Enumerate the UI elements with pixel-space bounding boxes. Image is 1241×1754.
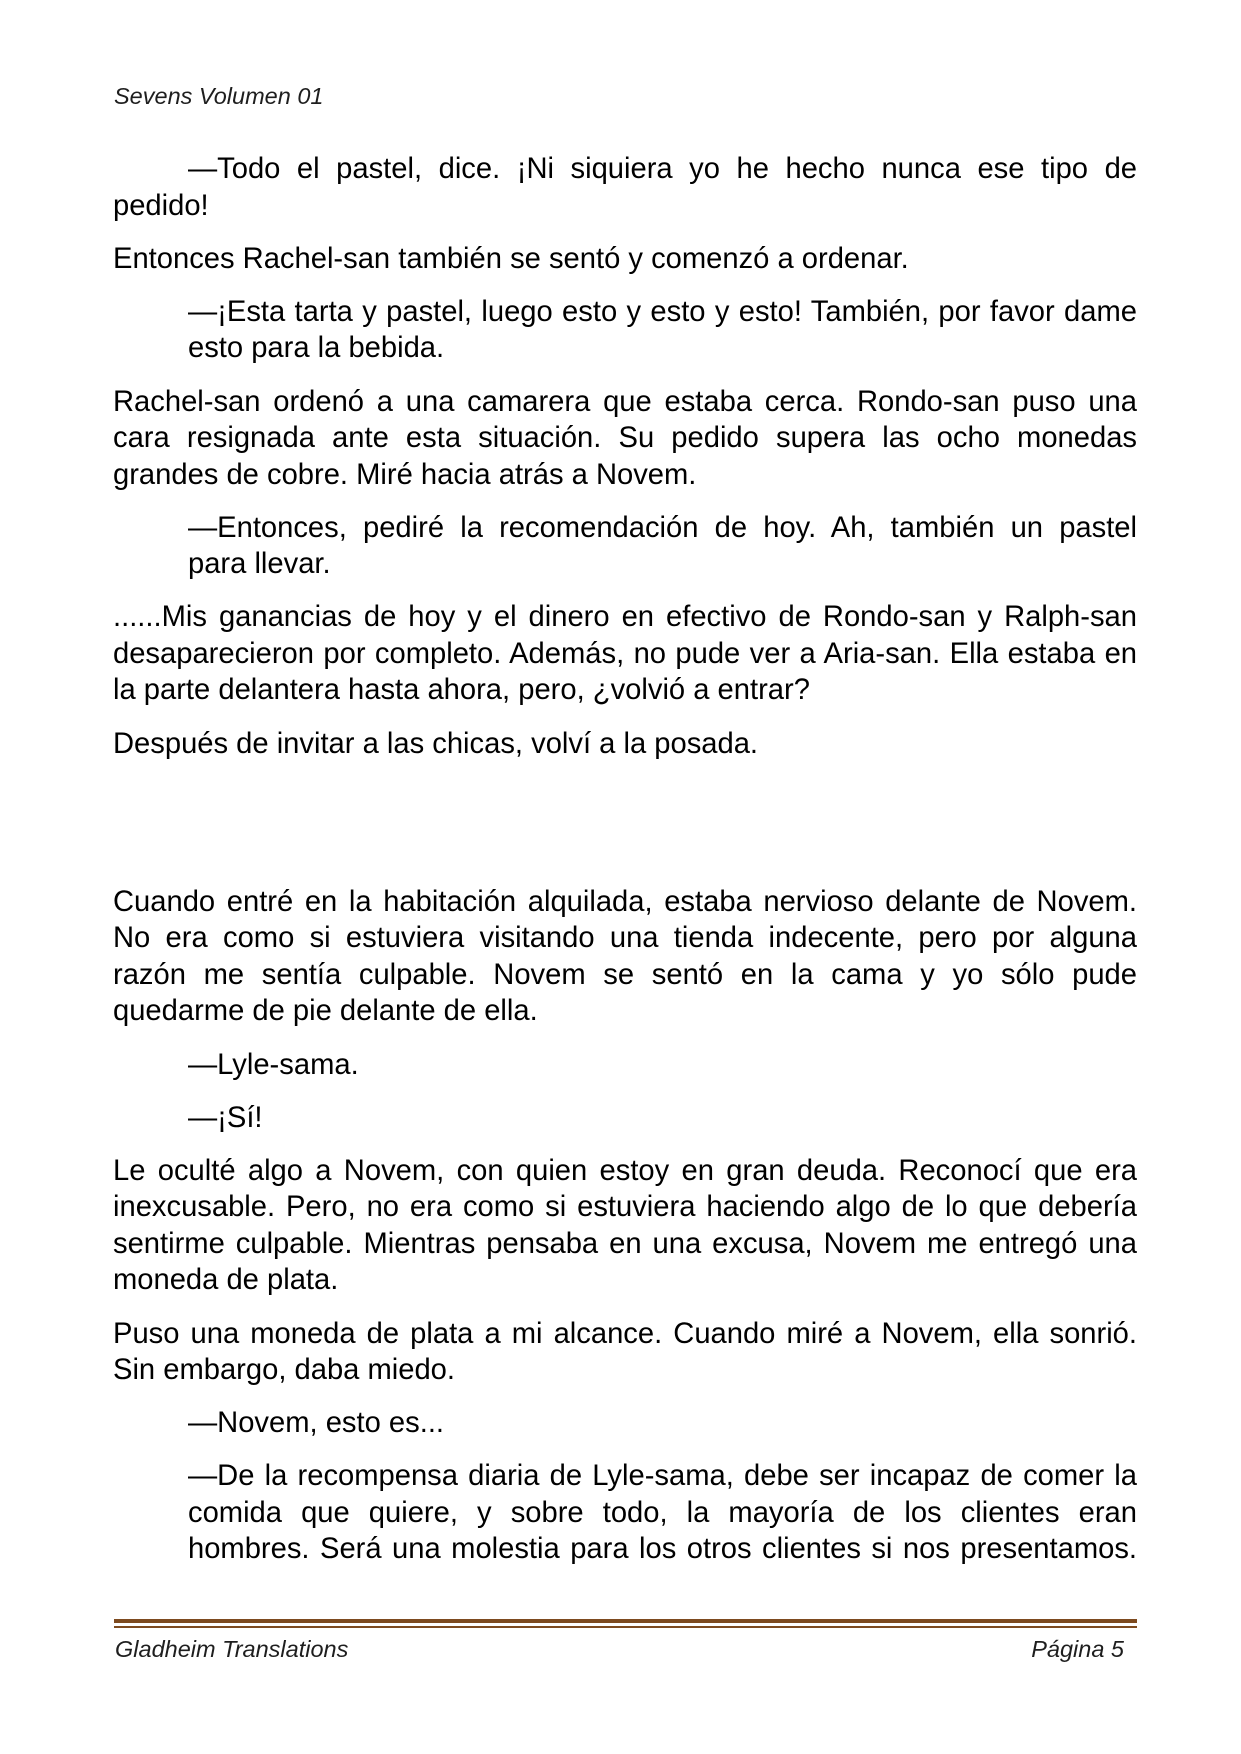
text-line: No era como si estuviera visitando una tienda indecente, pero por alguna — [113, 922, 1137, 955]
dialogue-paragraph — [113, 1047, 1137, 1084]
footer-rule-thin — [114, 1626, 1137, 1628]
text-line: —Lyle-sama. — [188, 1048, 359, 1081]
text-line: esto para la bebida. — [188, 332, 445, 365]
text-line: Entonces Rachel-san también se sentó y comenzó a ordenar. — [113, 242, 909, 275]
dialogue-paragraph — [113, 1405, 1137, 1442]
text-line: pedido! — [113, 189, 209, 222]
text-line: —Todo el pastel, dice. ¡Ni siquiera yo he hecho nunca ese tipo de — [188, 153, 1137, 185]
footer-rule-thick — [114, 1619, 1137, 1623]
text-line: para llevar. — [188, 548, 331, 581]
text-line: quedarme de pie delante de ella. — [113, 995, 538, 1028]
text-line: —Novem, esto es... — [188, 1407, 445, 1440]
text-line: ......Mis ganancias de hoy y el dinero en efectivo de Rondo-san y Ralph-san — [113, 601, 1137, 634]
body-text — [113, 151, 1137, 1585]
text-line: inexcusable. Pero, no era como si estuviera haciendo algo de lo que debería — [113, 1191, 1137, 1224]
text-line: Rachel-san ordenó a una camarera que estaba cerca. Rondo-san puso una — [113, 385, 1137, 418]
footer-page-number: Página 5 — [1031, 1636, 1124, 1662]
running-header-title: Sevens Volumen 01 — [114, 83, 324, 109]
text-line: desaparecieron por completo. Además, no pude ver a Aria-san. Ella estaba en — [113, 637, 1137, 670]
text-line: sentirme culpable. Mientras pensaba en una excusa, Novem me entregó una — [113, 1227, 1137, 1260]
narration-paragraph — [113, 241, 1137, 278]
text-line: Después de invitar a las chicas, volví a la posada. — [113, 727, 759, 760]
narration-paragraph — [113, 726, 1137, 763]
footer-publisher: Gladheim Translations — [115, 1636, 349, 1662]
text-line: moneda de plata. — [113, 1264, 339, 1297]
narration-paragraph — [113, 384, 1137, 494]
text-line: Puso una moneda de plata a mi alcance. Cuando miré a Novem, ella sonrió. — [113, 1317, 1137, 1350]
text-line: grandes de cobre. Miré hacia atrás a Novem. — [113, 458, 697, 491]
narration-paragraph — [113, 1316, 1137, 1389]
text-line: la parte delantera hasta ahora, pero, ¿volvió a entrar? — [113, 674, 810, 707]
text-line: razón me sentía culpable. Novem se sentó en la cama y yo sólo pude — [113, 958, 1137, 991]
text-line: cara resignada ante esta situación. Su pedido supera las ocho monedas — [113, 422, 1137, 455]
text-line: —Entonces, pediré la recomendación de hoy. Ah, también un pastel — [188, 511, 1137, 544]
dialogue-paragraph — [113, 1458, 1137, 1568]
scene-break-spacer — [113, 779, 1137, 884]
narration-paragraph — [113, 1153, 1137, 1299]
text-line: hombres. Será una molestia para los otros clientes si nos presentamos. — [188, 1533, 1137, 1566]
dialogue-paragraph — [113, 1100, 1137, 1137]
text-line: Sin embargo, daba miedo. — [113, 1354, 455, 1387]
narration-paragraph — [113, 884, 1137, 1030]
text-line: Le oculté algo a Novem, con quien estoy en gran deuda. Reconocí que era — [113, 1154, 1137, 1187]
dialogue-paragraph — [113, 151, 1137, 224]
text-line: comida que quiere, y sobre todo, la mayoría de los clientes eran — [188, 1496, 1137, 1529]
dialogue-paragraph — [113, 294, 1137, 367]
text-line: Cuando entré en la habitación alquilada, estaba nervioso delante de Novem. — [113, 885, 1137, 918]
narration-paragraph — [113, 599, 1137, 709]
text-line: —¡Sí! — [188, 1101, 263, 1134]
dialogue-paragraph — [113, 510, 1137, 583]
text-line: —¡Esta tarta y pastel, luego esto y esto y esto! También, por favor dame — [188, 295, 1137, 328]
text-line: —De la recompensa diaria de Lyle-sama, debe ser incapaz de comer la — [188, 1460, 1137, 1493]
